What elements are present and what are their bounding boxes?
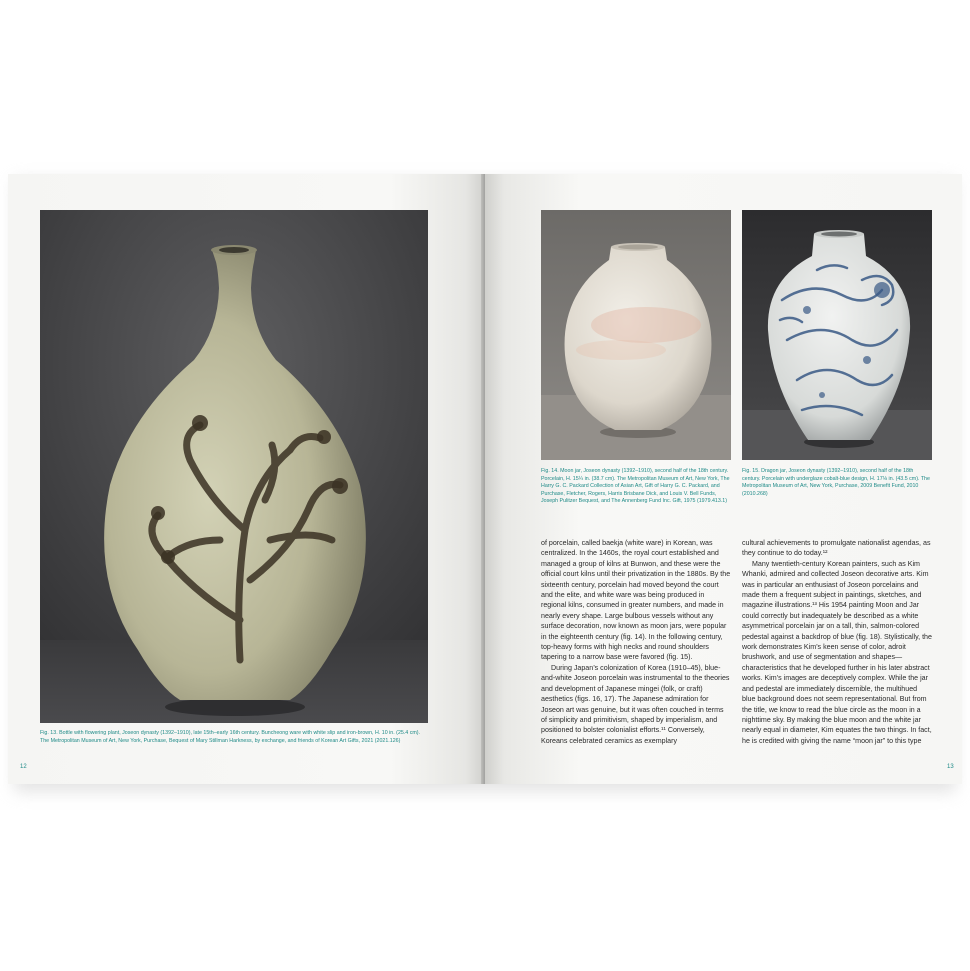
paragraph: cultural achievements to promulgate nationalist agendas, as they continue to do today.¹² (742, 539, 931, 558)
body-text-column-2 (742, 538, 932, 746)
moon-jar-image (541, 210, 731, 460)
paragraph: Many twentieth-century Korean painters, such as Kim Whanki, admired and collected Joseon decorative arts. Kim was in particular an enthusiast of Joseon porcelains and made them a frequent subject in paintings, sketches, and magazine illustrations.¹³ His 1954 painting Moon and Jar could correctly but inadequately be described as a white asymmetrical porcelain jar on a tall, thin, salmon-colored pedestal against a backdrop of blue (fig. 18). Stylistically, the work demonstrates Kim’s keen sense of color, adroit brushwork, and use of segmentation and shapes—characteristics that he developed further in his later abstract works. Kim’s images are deceptively complex. While the jar and pedestal are immediately discernible, the multihued blue background does not seem representational. But from the title, we know to read the blue circle as the moon in a nighttime sky. By making the blue moon and the white jar nearly equal in diameter, Kim equates the two things. In fact, he is credited with giving the name “moon jar” to this type (742, 559, 932, 745)
dragon-jar-image (742, 210, 932, 460)
right-page (485, 174, 962, 784)
page-number-left: 12 (20, 764, 27, 770)
fig15-dragon-jar-photo (742, 210, 932, 460)
paragraph: of porcelain, called baekja (white ware) in Korean, was centralized. In the 1460s, the royal court established and managed a group of kilns at Bunwon, and these were the official court kilns until their privatization in the 1880s. By the sixteenth century, porcelain had moved beyond the court and the elite, and white ware was being produced in regional kilns, consumed in greater numbers, and made in nearly every shape. Large bulbous vessels without any surface decoration, now known as moon jars, were popular in the eighteenth century (fig. 14). In the following century, top-heavy forms with high necks and round shoulders tapering to a narrow base were favored (fig. 15). (541, 539, 731, 662)
paragraph: During Japan’s colonization of Korea (1910–45), blue-and-white Joseon porcelain was instrumental to the theories and development of Japanese mingei (folk, or craft) aesthetics (figs. 16, 17). The Japanese admiration for Joseon art was genuine, but it was often couched in terms of simplicity and primitivism, shaped by imperialism, and positioned to bolster colonialist efforts.¹¹ Conversely, Koreans celebrated ceramics as exemplary (541, 663, 730, 745)
left-page (8, 174, 485, 784)
buncheong-bottle-image (40, 210, 428, 723)
page-number-right: 13 (947, 764, 954, 770)
fig14-caption: Fig. 14. Moon jar, Joseon dynasty (1392–1910), second half of the 18th century. Porcelain, H. 15¼ in. (38.7 cm). The Metropolitan Museum of Art, New York, The Harry G. C. Packard Collection of Asian Art, Gift of Harry G. C. Packard, and Purchase, Fletcher, Rogers, Harris Brisbane Dick, and Louis V. Bell Funds, Joseph Pulitzer Bequest, and The Annenberg Fund Inc. Gift, 1975 (1979.413.1) (541, 468, 730, 505)
fig14-moon-jar-photo (541, 210, 731, 460)
fig13-caption: Fig. 13. Bottle with flowering plant, Joseon dynasty (1392–1910), late 15th–early 16th century. Buncheong ware with white slip and iron-brown, H. 10 in. (25.4 cm). The Metropolitan Museum of Art, New York, Purchase, Bequest of Mary Stillman Harkness, by exchange, and friends of Korean Art Gifts, 2021 (2021.126) (40, 730, 421, 744)
fig15-caption: Fig. 15. Dragon jar, Joseon dynasty (1392–1910), second half of the 18th century. Porcelain with underglaze cobalt-blue design, H. 17⅛ in. (43.5 cm). The Metropolitan Museum of Art, New York, Purchase, 2009 Benefit Fund, 2010 (2010.268) (742, 468, 930, 497)
body-text-column-1 (541, 538, 731, 746)
fig13-bottle-photo (40, 210, 428, 723)
